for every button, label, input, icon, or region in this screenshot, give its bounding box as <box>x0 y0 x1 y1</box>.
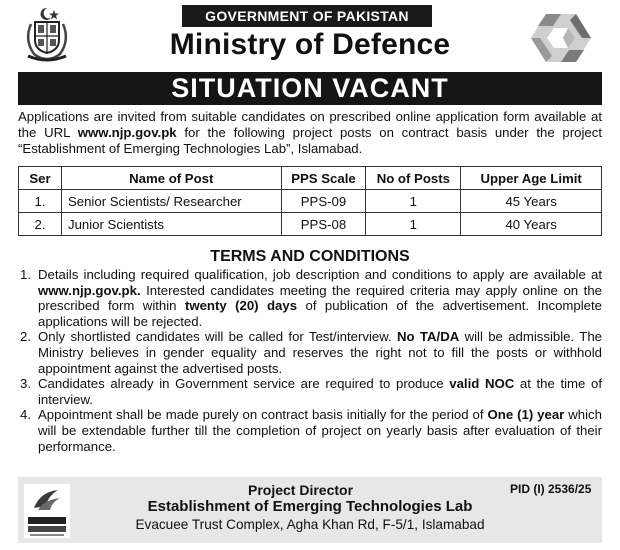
intro-paragraph <box>18 109 602 157</box>
term-text: Appointment shall be made purely on contract basis initially for the period of <box>38 407 488 423</box>
cell-post-name: Junior Scientists <box>61 213 281 236</box>
term-text: at the time of interview. <box>38 376 602 407</box>
term-number: 2. <box>20 329 31 345</box>
column-header-ser: Ser <box>19 167 62 190</box>
term-text: will be admissible. The Ministry believes in gender equality and reserves the right not to fill the posts or withhold appointment against the advertised posts. <box>38 329 602 376</box>
cell-pps-scale: PPS-09 <box>281 190 366 213</box>
column-header-name-of-post: Name of Post <box>61 167 281 190</box>
column-header-pps-scale: PPS Scale <box>281 167 366 190</box>
cell-age-limit: 40 Years <box>461 213 602 236</box>
terms-list <box>18 267 602 454</box>
term-emphasis: No TA/DA <box>397 329 460 345</box>
term-emphasis: valid NOC <box>449 376 515 392</box>
table-row <box>19 213 602 236</box>
table-row <box>19 190 602 213</box>
njp-url-link[interactable]: www.njp.gov.pk. <box>38 282 141 298</box>
cell-post-name: Senior Scientists/ Researcher <box>61 190 281 213</box>
term-emphasis: twenty (20) days <box>184 298 298 314</box>
term-text: Only shortlisted candidates will be called for Test/interview. <box>38 329 398 345</box>
term-emphasis: One (1) year <box>487 407 565 423</box>
column-header-no-of-posts: No of Posts <box>366 167 461 190</box>
hexagon-logo-icon <box>530 12 592 64</box>
term-item <box>18 376 602 407</box>
term-number: 3. <box>20 376 31 392</box>
term-number: 4. <box>20 407 31 423</box>
term-text: which will be extendable further till the completion of project on yearly basis after evaluation of their performance. <box>38 407 602 454</box>
ministry-title: Ministry of Defence <box>169 28 451 61</box>
cell-no-of-posts: 1 <box>366 190 461 213</box>
postal-address: Evacuee Trust Complex, Agha Khan Rd, F-5/1, Islamabad <box>135 517 485 532</box>
njp-url-link[interactable]: www.njp.gov.pk <box>77 125 177 140</box>
term-text: Candidates already in Government service are required to produce <box>38 376 450 392</box>
cell-ser: 2. <box>19 213 62 236</box>
term-text: Details including required qualification, job description and conditions to apply are available at <box>38 267 602 282</box>
term-item <box>18 407 602 454</box>
project-director-title: Project Director <box>248 482 354 498</box>
government-banner: GOVERNMENT OF PAKISTAN <box>182 5 432 27</box>
cell-age-limit: 45 Years <box>461 190 602 213</box>
posts-table <box>18 166 602 236</box>
term-item <box>18 267 602 329</box>
term-text: of publication of the advertisement. Incomplete applications will be rejected. <box>38 298 602 329</box>
pid-number: PID (I) 2536/25 <box>510 482 592 496</box>
column-header-upper-age-limit: Upper Age Limit <box>461 167 602 190</box>
term-number: 1. <box>20 267 31 282</box>
cell-ser: 1. <box>19 190 62 213</box>
cell-pps-scale: PPS-08 <box>281 213 366 236</box>
intro-text-2: for the following project posts on contract basis under the project “Establishment of Emerging Technologies Lab”, Islamabad. <box>18 125 602 156</box>
cell-no-of-posts: 1 <box>366 213 461 236</box>
term-text: Interested candidates meeting the required criteria may apply online on the prescribed form within <box>38 282 602 314</box>
intro-text-1: Applications are invited from suitable candidates on prescribed online application form available at the URL <box>18 109 602 140</box>
table-header-row <box>19 167 602 190</box>
terms-title: TERMS AND CONDITIONS <box>210 248 410 265</box>
situation-vacant-banner: SITUATION VACANT <box>18 72 602 105</box>
organization-name: Establishment of Emerging Technologies Lab <box>147 498 473 515</box>
term-item <box>18 329 602 376</box>
